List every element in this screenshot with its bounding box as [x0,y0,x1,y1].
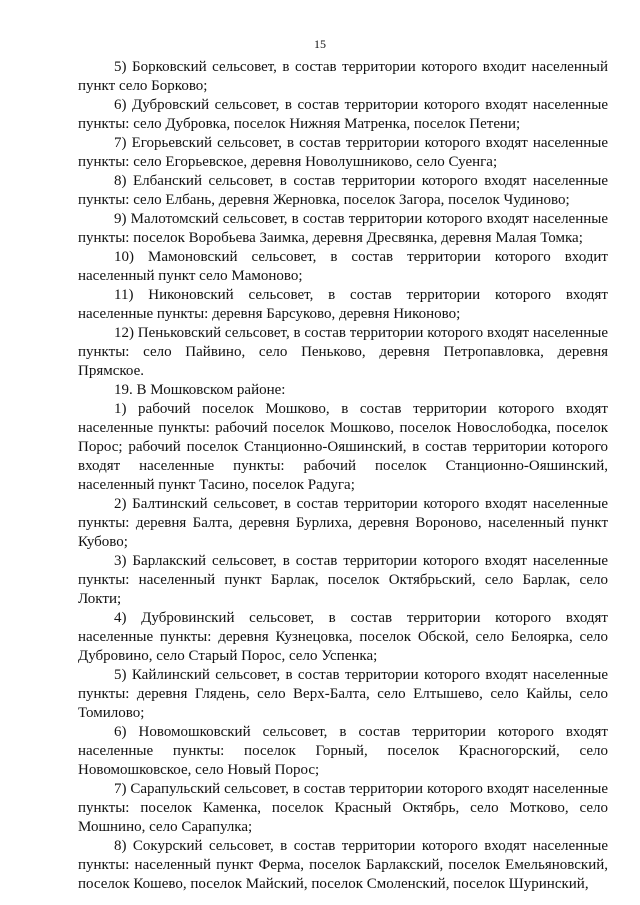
paragraph: 8) Сокурский сельсовет, в состав территории которого входят населенные пункты: населенный пункт Ферма, поселок Барлакский, поселок Емельяновский, поселок Кошево, поселок Майский, поселок Смоленский, поселок Шуринский, [78,838,608,892]
paragraph: 11) Никоновский сельсовет, в состав территории которого входят населенные пункты: деревня Барсуково, деревня Никоново; [78,287,608,322]
paragraph: 9) Малотомский сельсовет, в состав территории которого входят населенные пункты: поселок Воробьева Заимка, деревня Дресвянка, деревня Малая Томка; [78,211,608,246]
section-heading: 19. В Мошковском районе: [114,382,286,398]
paragraph: 12) Пеньковский сельсовет, в состав территории которого входят населенные пункты: село Пайвино, село Пеньково, деревня Петропавловка, деревня Прямское. [78,325,608,379]
paragraph: 7) Егорьевский сельсовет, в состав территории которого входят населенные пункты: село Егорьевское, деревня Новолушниково, село Суенга; [78,135,608,170]
paragraph: 10) Мамоновский сельсовет, в состав территории которого входит населенный пункт село Мамоново; [78,249,608,284]
paragraph: 8) Елбанский сельсовет, в состав территории которого входят населенные пункты: село Елбань, деревня Жерновка, поселок Загора, поселок Чудиново; [78,173,608,208]
document-body [78,58,608,894]
page-number: 15 [314,37,326,51]
paragraph: 1) рабочий поселок Мошково, в состав территории которого входят населенные пункты: рабочий поселок Мошково, поселок Новослободка, поселок Порос; рабочий поселок Станционно-Ояшинский, в состав территории которого входят населенные пункты: рабочий поселок Станционно-Ояшинский, населенный пункт Тасино, поселок Радуга; [78,401,608,493]
paragraph: 6) Дубровский сельсовет, в состав территории которого входят населенные пункты: село Дубровка, поселок Нижняя Матренка, поселок Петени; [78,97,608,132]
paragraph: 5) Кайлинский сельсовет, в состав территории которого входят населенные пункты: деревня Глядень, село Верх-Балта, село Елтышево, село Кайлы, село Томилово; [78,667,608,721]
paragraph: 7) Сарапульский сельсовет, в состав территории которого входят населенные пункты: поселок Каменка, поселок Красный Октябрь, село Мотково, село Мошнино, село Сарапулка; [78,781,608,835]
paragraph: 5) Борковский сельсовет, в состав территории которого входит населенный пункт село Борково; [78,59,608,94]
paragraph: 2) Балтинский сельсовет, в состав территории которого входят населенные пункты: деревня Балта, деревня Бурлиха, деревня Вороново, населенный пункт Кубово; [78,496,608,550]
paragraph: 6) Новомошковский сельсовет, в состав территории которого входят населенные пункты: поселок Горный, поселок Красногорский, село Новомошковское, село Новый Порос; [78,724,608,778]
paragraph: 4) Дубровинский сельсовет, в состав территории которого входят населенные пункты: деревня Кузнецовка, поселок Обской, село Белоярка, село Дубровино, село Старый Порос, село Успенка; [78,610,608,664]
paragraph: 3) Барлакский сельсовет, в состав территории которого входят населенные пункты: населенный пункт Барлак, поселок Октябрьский, село Барлак, село Локти; [78,553,608,607]
